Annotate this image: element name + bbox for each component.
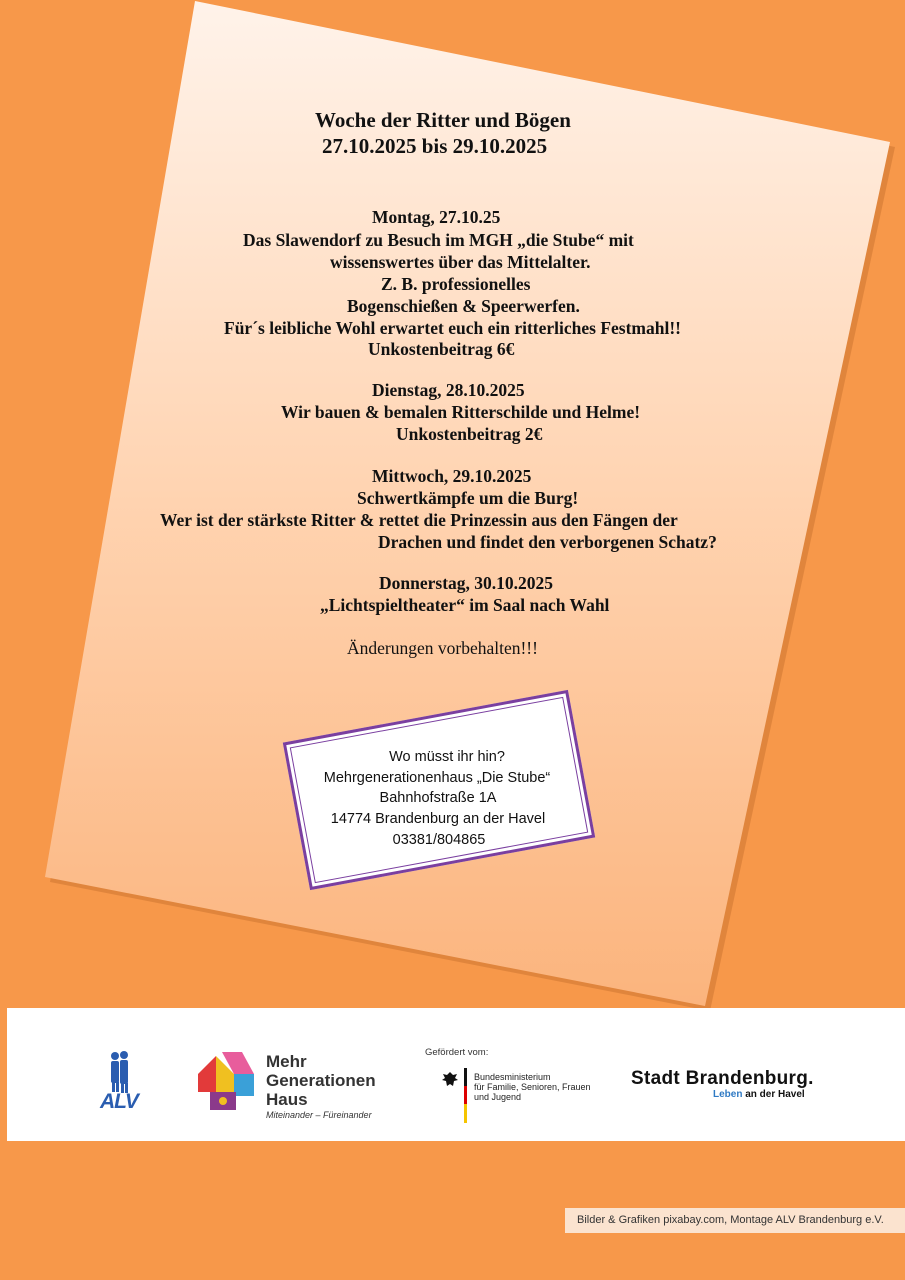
house-puzzle-icon <box>194 1052 258 1114</box>
monday-heading: Montag, 27.10.25 <box>372 207 501 227</box>
thursday-line: „Lichtspieltheater“ im Saal nach Wahl <box>320 595 610 615</box>
monday-line: wissenswertes über das Mittelalter. <box>330 252 591 272</box>
federal-eagle-icon <box>440 1070 460 1090</box>
address-street: Bahnhofstraße 1A <box>379 790 497 806</box>
mgh-logo <box>194 1052 394 1122</box>
german-flag-stripe <box>464 1068 467 1123</box>
address-city: 14774 Brandenburg an der Havel <box>330 811 546 827</box>
city-slogan-rest: an der Havel <box>742 1089 805 1100</box>
tuesday-line: Wir bauen & bemalen Ritterschilde und Helme! <box>281 402 641 422</box>
ministry-logo <box>440 1068 605 1123</box>
flyer-title: Woche der Ritter und Bögen <box>315 108 571 132</box>
mgh-logo-line2: Generationen <box>266 1071 376 1090</box>
address-question: Wo müsst ihr hin? <box>389 749 505 765</box>
mgh-logo-line1: Mehr <box>266 1052 307 1071</box>
wednesday-line: Wer ist der stärkste Ritter & rettet die Prinzessin aus den Fängen der <box>160 510 678 530</box>
ministry-line1: Bundesministerium <box>474 1072 551 1082</box>
image-credit: Bilder & Grafiken pixabay.com, Montage ALV Brandenburg e.V. <box>565 1208 905 1233</box>
monday-line: Das Slawendorf zu Besuch im MGH „die Stube“ mit <box>243 230 634 250</box>
wednesday-line: Drachen und findet den verborgenen Schatz? <box>378 532 717 552</box>
changes-notice: Änderungen vorbehalten!!! <box>347 638 538 658</box>
mgh-logo-tagline: Miteinander – Füreinander <box>266 1110 372 1120</box>
wednesday-line: Schwertkämpfe um die Burg! <box>357 488 579 508</box>
city-logo-name: Stadt Brandenburg. <box>631 1068 814 1089</box>
address-name: Mehrgenerationenhaus „Die Stube“ <box>323 770 551 786</box>
monday-line: Für´s leibliche Wohl erwartet euch ein ritterliches Festmahl!! <box>224 318 681 338</box>
tuesday-heading: Dienstag, 28.10.2025 <box>372 380 525 400</box>
tuesday-price: Unkostenbeitrag 2€ <box>396 424 543 444</box>
thursday-heading: Donnerstag, 30.10.2025 <box>379 573 554 593</box>
alv-logo <box>98 1050 148 1116</box>
flyer-dates: 27.10.2025 bis 29.10.2025 <box>322 134 548 158</box>
funded-by-label: Gefördert vom: <box>425 1047 489 1058</box>
mgh-logo-line3: Haus <box>266 1090 308 1109</box>
ministry-line2: für Familie, Senioren, Frauen <box>474 1082 591 1092</box>
ministry-line3: und Jugend <box>474 1092 522 1102</box>
monday-price: Unkostenbeitrag 6€ <box>368 339 515 359</box>
address-phone: 03381/804865 <box>392 832 486 848</box>
monday-line: Z. B. professionelles <box>381 274 531 294</box>
city-slogan-leben: Leben <box>713 1089 743 1100</box>
monday-line: Bogenschießen & Speerwerfen. <box>347 296 580 316</box>
alv-logo-text: ALV <box>100 1090 138 1113</box>
city-logo-slogan <box>713 1089 805 1100</box>
wednesday-heading: Mittwoch, 29.10.2025 <box>372 466 532 486</box>
